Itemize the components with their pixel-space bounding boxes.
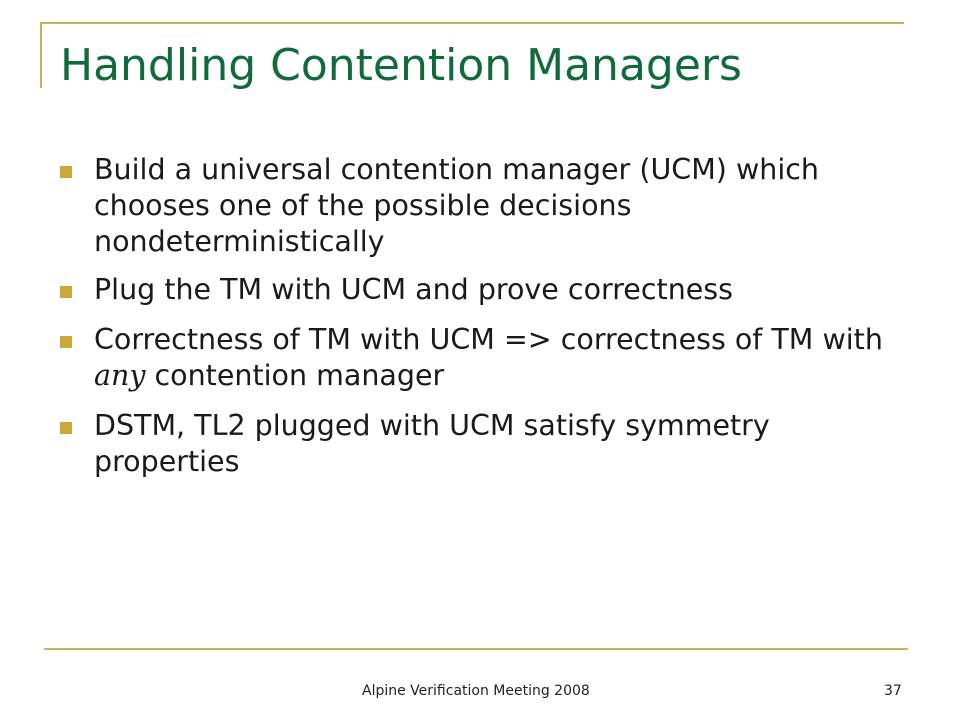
top-frame-line — [40, 22, 904, 24]
slide-page-number: 37 — [884, 683, 902, 699]
slide-title: Handling Contention Managers — [60, 40, 742, 91]
left-frame-line — [40, 22, 42, 88]
bullet-item-dstm-tl2 — [60, 408, 910, 480]
square-bullet-icon — [60, 166, 72, 178]
square-bullet-icon — [60, 286, 72, 298]
bullet-item-correctness — [60, 322, 910, 394]
footer-divider — [44, 648, 908, 650]
bullet-text: DSTM, TL2 plugged with UCM satisfy symmetry properties — [94, 409, 770, 478]
footer-meeting-name: Alpine Verification Meeting 2008 — [362, 683, 590, 699]
bullet-item-universal-contention-manager — [60, 152, 910, 260]
bullet-list — [60, 152, 910, 494]
bullet-text-after-emphasis: contention manager — [145, 359, 445, 392]
bullet-text-before-emphasis: Correctness of TM with UCM => correctness of TM with — [94, 323, 883, 356]
square-bullet-icon — [60, 336, 72, 348]
bullet-emphasis-any: any — [94, 359, 146, 392]
bullet-text: Build a universal contention manager (UCM) which chooses one of the possible decisions nondeterministically — [94, 153, 819, 258]
square-bullet-icon — [60, 422, 72, 434]
bullet-text: Plug the TM with UCM and prove correctness — [94, 273, 733, 306]
bullet-item-plug-tm — [60, 272, 910, 308]
